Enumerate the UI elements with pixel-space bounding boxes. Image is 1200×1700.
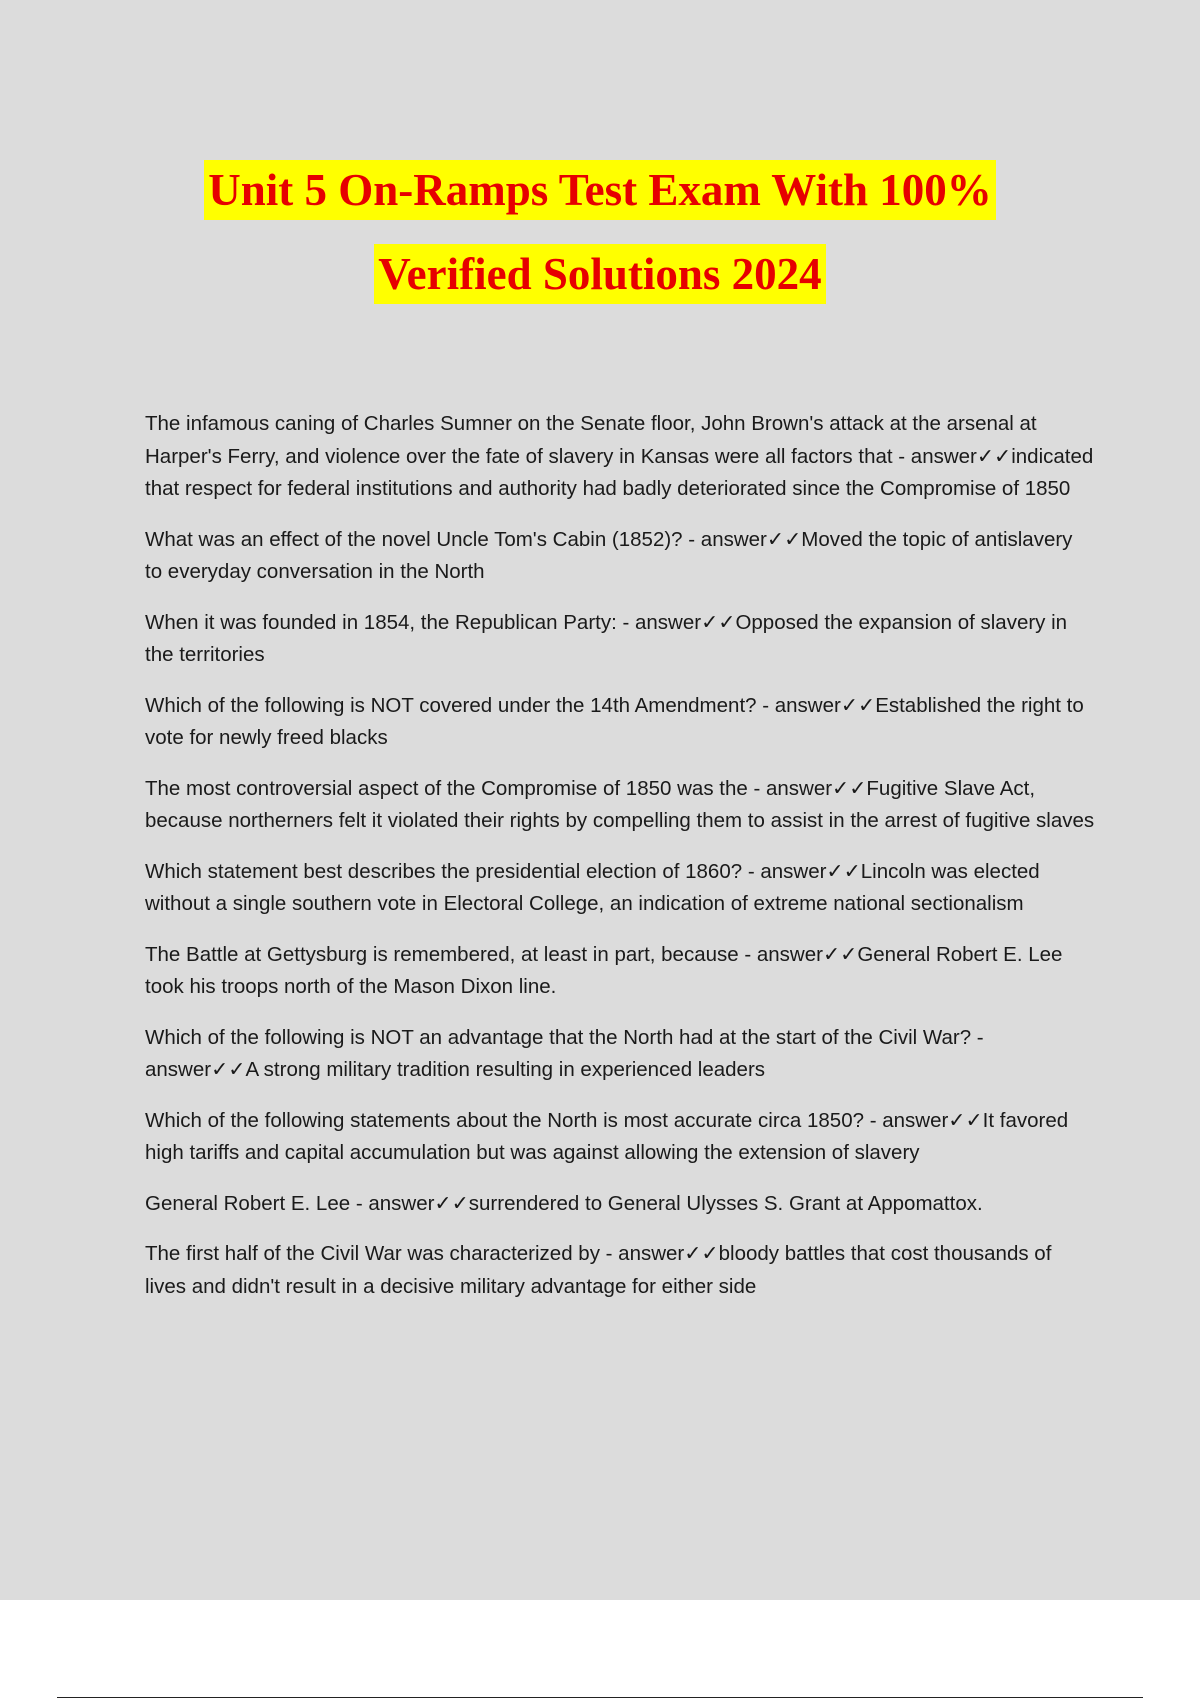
qa-item: The first half of the Civil War was characterized by - answer✓✓bloody battles that cost thousands of lives and didn't result in a decisive military advantage for either side <box>145 1242 1052 1298</box>
title-line-2: Verified Solutions 2024 <box>374 244 825 304</box>
qa-item: The most controversial aspect of the Compromise of 1850 was the - answer✓✓Fugitive Slave Act, because northerners felt it violated their rights by compelling them to assist in the arrest of fugitive slaves <box>145 776 1095 832</box>
qa-item: Which of the following statements about the North is most accurate circa 1850? - answer✓✓It favored high tariffs and capital accumulation but was against allowing the extension of slavery <box>145 1108 1069 1164</box>
qa-item: What was an effect of the novel Uncle Tom's Cabin (1852)? - answer✓✓Moved the topic of antislavery to everyday conversation in the North <box>145 527 1073 583</box>
qa-item: General Robert E. Lee - answer✓✓surrendered to General Ulysses S. Grant at Appomattox. <box>145 1191 983 1215</box>
document-title <box>0 160 1200 328</box>
qa-item: Which of the following is NOT an advantage that the North had at the start of the Civil War? - answer✓✓A strong military tradition resulting in experienced leaders <box>145 1025 984 1081</box>
qa-item: The Battle at Gettysburg is remembered, at least in part, because - answer✓✓General Robert E. Lee took his troops north of the Mason Dixon line. <box>145 942 1063 998</box>
title-line-1: Unit 5 On-Ramps Test Exam With 100% <box>204 160 995 220</box>
qa-item: The infamous caning of Charles Sumner on the Senate floor, John Brown's attack at the arsenal at Harper's Ferry, and violence over the fate of slavery in Kansas were all factors that - answer✓✓indicated that respect for federal institutions and authority had badly deteriorated since the Compromise of 1850 <box>145 412 1094 500</box>
qa-list <box>145 408 1095 1321</box>
qa-item: Which statement best describes the presidential election of 1860? - answer✓✓Lincoln was elected without a single southern vote in Electoral College, an indication of extreme national sectionalism <box>145 859 1040 915</box>
qa-item: Which of the following is NOT covered under the 14th Amendment? - answer✓✓Established the right to vote for newly freed blacks <box>145 693 1084 749</box>
qa-item: When it was founded in 1854, the Republican Party: - answer✓✓Opposed the expansion of slavery in the territories <box>145 610 1068 666</box>
page-divider <box>57 1697 1143 1698</box>
